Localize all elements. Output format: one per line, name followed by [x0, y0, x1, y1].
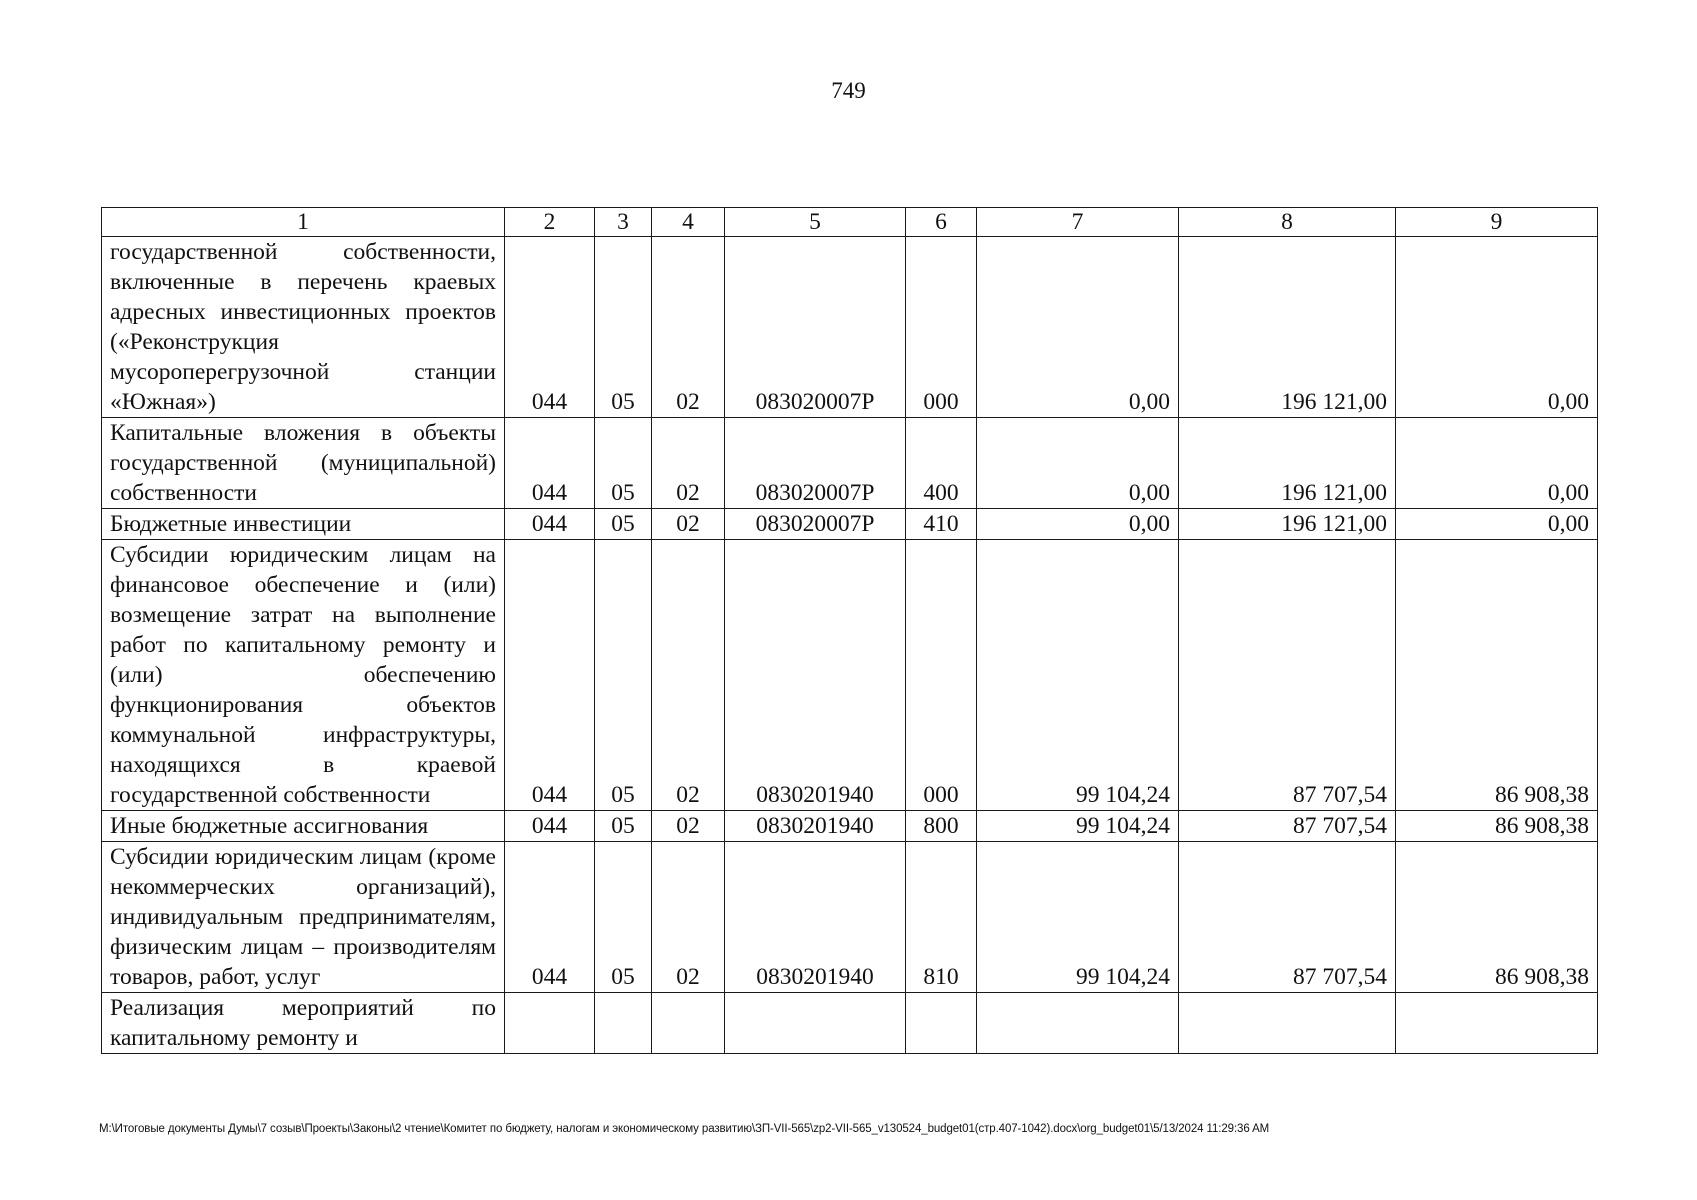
column-header: 6 — [906, 208, 977, 237]
cell-target-article: 083020007Р — [725, 418, 906, 509]
cell-ministry-code: 044 — [505, 509, 595, 540]
cell-target-article: 0830201940 — [725, 811, 906, 842]
cell-section-code — [595, 993, 652, 1054]
table-row — [102, 418, 1598, 509]
cell-ministry-code: 044 — [505, 811, 595, 842]
cell-section-code: 05 — [595, 509, 652, 540]
table-header-row — [102, 208, 1598, 237]
cell-subsection-code: 02 — [652, 418, 725, 509]
row-name: Реализация мероприятий по капитальному ремонту и — [102, 993, 505, 1054]
cell-amount-col8: 196 121,00 — [1179, 237, 1396, 418]
cell-amount-col9: 0,00 — [1396, 509, 1598, 540]
page-number: 749 — [831, 78, 866, 103]
row-name: Субсидии юридическим лицам (кроме некоммерческих организаций), индивидуальным предпринимателям, физическим лицам – производителям товаров, работ, услуг — [102, 842, 505, 993]
cell-amount-col7: 0,00 — [977, 509, 1179, 540]
cell-expense-type: 800 — [906, 811, 977, 842]
cell-amount-col8: 87 707,54 — [1179, 540, 1396, 811]
cell-ministry-code: 044 — [505, 842, 595, 993]
cell-amount-col8: 196 121,00 — [1179, 418, 1396, 509]
column-header: 8 — [1179, 208, 1396, 237]
column-header: 2 — [505, 208, 595, 237]
cell-amount-col9 — [1396, 993, 1598, 1054]
cell-subsection-code: 02 — [652, 842, 725, 993]
cell-amount-col9: 86 908,38 — [1396, 540, 1598, 811]
cell-ministry-code — [505, 993, 595, 1054]
column-header: 5 — [725, 208, 906, 237]
cell-expense-type: 000 — [906, 237, 977, 418]
cell-target-article: 083020007Р — [725, 509, 906, 540]
cell-expense-type: 000 — [906, 540, 977, 811]
row-name: Капитальные вложения в объекты государственной (муниципальной) собственности — [102, 418, 505, 509]
cell-ministry-code: 044 — [505, 237, 595, 418]
row-name: Иные бюджетные ассигнования — [102, 811, 505, 842]
cell-amount-col7: 99 104,24 — [977, 540, 1179, 811]
cell-section-code: 05 — [595, 237, 652, 418]
cell-subsection-code — [652, 993, 725, 1054]
cell-expense-type: 810 — [906, 842, 977, 993]
column-header: 9 — [1396, 208, 1598, 237]
cell-amount-col9: 86 908,38 — [1396, 842, 1598, 993]
row-name: Субсидии юридическим лицам на финансовое обеспечение и (или) возмещение затрат на выполнение работ по капитальному ремонту и (или) обеспечению функционирования объектов коммунальной инфраструктуры, находящихся в краевой государственной собственности — [102, 540, 505, 811]
column-header: 4 — [652, 208, 725, 237]
cell-amount-col9: 0,00 — [1396, 237, 1598, 418]
cell-amount-col7: 0,00 — [977, 237, 1179, 418]
row-name: государственной собственности, включенные в перечень краевых адресных инвестиционных проектов («Реконструкция мусороперегрузочной станции «Южная») — [102, 237, 505, 418]
column-header: 1 — [102, 208, 505, 237]
table-row — [102, 811, 1598, 842]
column-header: 7 — [977, 208, 1179, 237]
cell-amount-col7: 0,00 — [977, 418, 1179, 509]
cell-target-article: 083020007Р — [725, 237, 906, 418]
cell-subsection-code: 02 — [652, 237, 725, 418]
cell-amount-col9: 86 908,38 — [1396, 811, 1598, 842]
cell-ministry-code: 044 — [505, 418, 595, 509]
cell-amount-col9: 0,00 — [1396, 418, 1598, 509]
cell-amount-col7: 99 104,24 — [977, 842, 1179, 993]
cell-subsection-code: 02 — [652, 509, 725, 540]
cell-subsection-code: 02 — [652, 811, 725, 842]
cell-amount-col8 — [1179, 993, 1396, 1054]
table-row — [102, 842, 1598, 993]
cell-section-code: 05 — [595, 418, 652, 509]
cell-target-article: 0830201940 — [725, 842, 906, 993]
cell-section-code: 05 — [595, 540, 652, 811]
budget-table — [101, 207, 1598, 1054]
cell-ministry-code: 044 — [505, 540, 595, 811]
cell-section-code: 05 — [595, 842, 652, 993]
cell-subsection-code: 02 — [652, 540, 725, 811]
cell-amount-col8: 196 121,00 — [1179, 509, 1396, 540]
table-row — [102, 237, 1598, 418]
table-row — [102, 993, 1598, 1054]
cell-expense-type: 400 — [906, 418, 977, 509]
cell-section-code: 05 — [595, 811, 652, 842]
footer-file-path: M:\Итоговые документы Думы\7 созыв\Проекты\Законы\2 чтение\Комитет по бюджету, налогам и экономическому развитию\ЗП-VII-565\zp2-VII-565_v130524_budget01(стр.407-1042).docx\org_budget01\5/13/2024 11:29:36 AM — [99, 1123, 1270, 1135]
cell-expense-type — [906, 993, 977, 1054]
row-name: Бюджетные инвестиции — [102, 509, 505, 540]
cell-amount-col8: 87 707,54 — [1179, 811, 1396, 842]
cell-amount-col8: 87 707,54 — [1179, 842, 1396, 993]
cell-amount-col7 — [977, 993, 1179, 1054]
table-row — [102, 509, 1598, 540]
cell-amount-col7: 99 104,24 — [977, 811, 1179, 842]
table-row — [102, 540, 1598, 811]
column-header: 3 — [595, 208, 652, 237]
cell-target-article — [725, 993, 906, 1054]
cell-target-article: 0830201940 — [725, 540, 906, 811]
cell-expense-type: 410 — [906, 509, 977, 540]
